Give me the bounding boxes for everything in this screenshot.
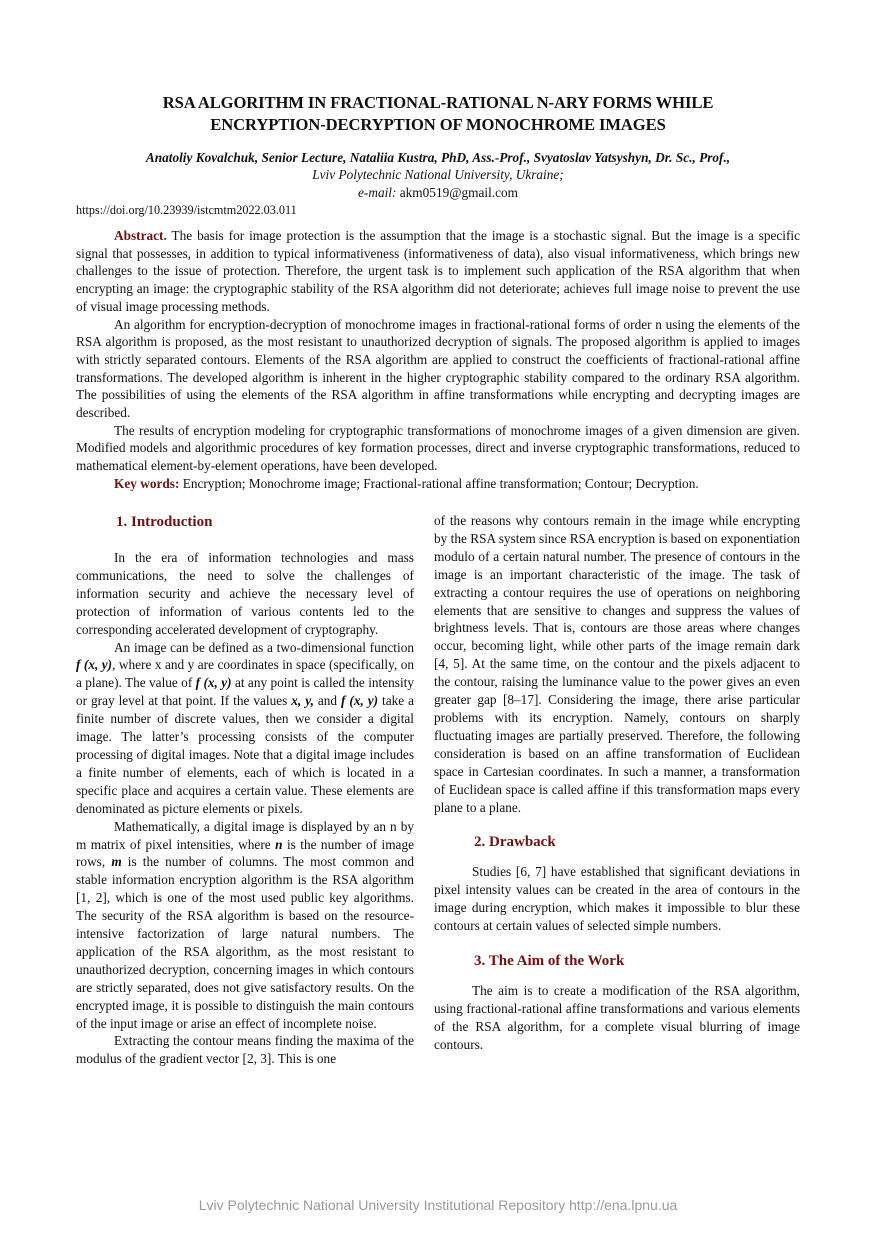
keywords-label: Key words:: [114, 475, 180, 491]
section-heading-drawback: 2. Drawback: [474, 834, 556, 851]
intro-paragraph-continued: of the reasons why contours remain in the image while encrypting by the RSA system since RSA encryption is based on exponentiation modulo of a certain natural number. The presence of contours in the image is an important characteristic of the image. The task of extracting a contour requires the use of operations on neighboring elements that are sensitive to changes and suppress the values of brightness levels. That is, contours are those areas where changes occur, becoming light, while other parts of the image remain dark [4, 5]. At the same time, on the contour and the pixels adjacent to the contour, raising the luminance value to the power gives an even greater gap [8–17]. Considering the image, there arise particular problems with its encryption. Namely, contours on sharply fluctuating images are partially preserved. Therefore, the following consideration is based on an affine transformation of Euclidean space in Cartesian coordinates. In such a manner, a transformation of Euclidean space is called affine if this transformation maps every plane to a plane.: [434, 513, 800, 815]
author-email: [60, 184, 816, 202]
intro-paragraph: An image can be defined as a two-dimensional function f (x, y), where x and y are coordinates in space (specifically, on a plane). The value of f (x, y) at any point is called the intensity or gray level at that point. If the values x, y, and f (x, y) take a finite number of discrete values, then we consider a digital image. The latter’s processing consists of the computer processing of digital images. Note that a digital image includes a finite number of elements, each of which is located in a specific place and acquires a certain value. These elements are denominated as picture elements or pixels.: [76, 639, 415, 816]
abstract-paragraph: An algorithm for encryption-decryption of monochrome images in fractional-rational forms of order n using the elements of the RSA algorithm is proposed, as the most resistant to unauthorized decryption of signals. The proposed algorithm is applied to images with strictly separated contours. Elements of the RSA algorithm are applied to construct the coefficients of fractional-rational affine transformations. The developed algorithm is inherent in the higher cryptographic stability compared to the ordinary RSA algorithm. The possibilities of using the elements of the RSA algorithm in affine transformations while encrypting and decrypting images are described.: [76, 316, 800, 421]
section-heading-aim: 3. The Aim of the Work: [474, 953, 625, 970]
paper-title: [60, 92, 816, 136]
right-column: [434, 512, 800, 1054]
abstract-paragraph: [76, 227, 800, 316]
abstract-block: [76, 227, 800, 493]
intro-paragraph: Extracting the contour means finding the maxima of the modulus of the gradient vector [2, 3]. This is one: [76, 1033, 414, 1067]
email-label: e-mail:: [358, 185, 397, 200]
paper-title-line2: ENCRYPTION-DECRYPTION OF MONOCHROME IMAGES: [210, 115, 666, 134]
affiliation: Lviv Polytechnic National University, Ukraine;: [312, 167, 564, 182]
keywords: [76, 475, 800, 493]
repository-footer: Lviv Polytechnic National University Institutional Repository http://ena.lpnu.ua: [198, 1197, 678, 1213]
abstract-text: The basis for image protection is the assumption that the image is a stochastic signal. But the image is a specific signal that possesses, in addition to typical informativeness (informativeness of data), also visual informativeness, which brings new challenges to the issue of protection. Therefore, the urgent task is to implement such application of the RSA algorithm that when encrypting an image: the cryptographic stability of the RSA algorithm did not deteriorate; achieves full image noise to prevent the use of visual image processing methods.: [76, 228, 800, 314]
left-column: [76, 512, 414, 1068]
author-list: Anatoliy Kovalchuk, Senior Lecture, Nataliia Kustra, PhD, Ass.-Prof., Svyatoslav Yatsyshyn, Dr. Sc., Prof.,: [145, 150, 731, 165]
section-heading-introduction: 1. Introduction: [116, 514, 213, 530]
paper-title-line1: RSA ALGORITHM IN FRACTIONAL-RATIONAL N-ARY FORMS WHILE: [162, 93, 714, 112]
intro-paragraph: Mathematically, a digital image is displayed by an n by m matrix of pixel intensities, where n is the number of image rows, m is the number of columns. The most common and stable information encryption algorithm is the RSA algorithm [1, 2], which is one of the most used public key algorithms. The security of the RSA algorithm is based on the resource-intensive factorization of large natural numbers. The application of the RSA algorithm, as the most resistant to unauthorized decryption, concerning images in which contours are strictly separated, does not give satisfactory results. On the encrypted image, it is possible to distinguish the main contours of the input image or arise an effect of incomplete noise.: [76, 818, 415, 1031]
intro-paragraph: In the era of information technologies and mass communications, the need to solve the challenges of information security and achieve the necessary level of protection of information of various contents led to the corresponding accelerated development of cryptography.: [76, 550, 414, 637]
abstract-paragraph: The results of encryption modeling for cryptographic transformations of monochrome images of a given dimension are given. Modified models and algorithmic procedures of key formation processes, direct and inverse cryptographic transformations, reduced to mathematical element-by-element operations, have been developed.: [76, 422, 800, 474]
keywords-text: Encryption; Monochrome image; Fractional-rational affine transformation; Contour; Decryption.: [182, 475, 699, 491]
doi-link[interactable]: https://doi.org/10.23939/istcmtm2022.03.011: [76, 203, 297, 217]
aim-paragraph: The aim is to create a modification of the RSA algorithm, using fractional-rational affine transformations and various elements of the RSA algorithm, for a complete visual blurring of image contours.: [434, 983, 800, 1052]
email-address[interactable]: akm0519@gmail.com: [399, 185, 518, 200]
abstract-label: Abstract.: [114, 228, 167, 243]
drawback-paragraph: Studies [6, 7] have established that significant deviations in pixel intensity values can be created in the area of contours in the image during encryption, which makes it impossible to blur these contours at certain values of selected simple numbers.: [434, 864, 800, 934]
